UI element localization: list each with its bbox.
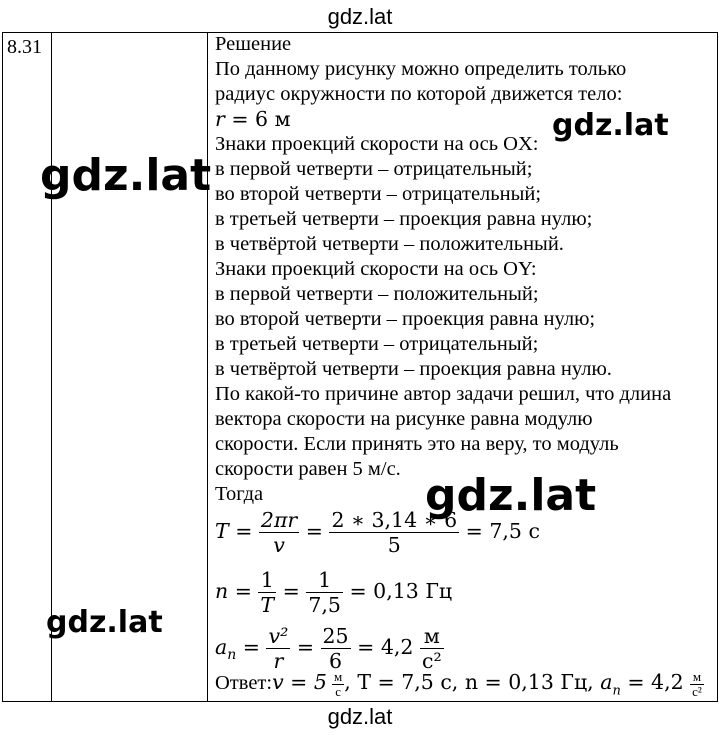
fraction-denominator: v [273, 533, 285, 557]
unit-fraction [332, 670, 344, 699]
radius-value: = 6 м [224, 107, 291, 131]
fraction [266, 624, 290, 673]
fraction [321, 624, 351, 673]
fraction-denominator: с [335, 684, 342, 699]
fraction-numerator: 2 ∗ 3,14 ∗ 6 [331, 508, 458, 532]
answer-a: a [600, 670, 613, 695]
column-divider [207, 33, 208, 701]
solution-heading: Решение [215, 33, 292, 55]
fraction-numerator: м [420, 624, 444, 649]
ox-item: в третьей четверти – проекция равна нулю; [215, 208, 593, 230]
formula-period: T = $\frac{2\pi r}{v}$ = $\frac{2 ∗ 3,14 ∗ 6}{5}$ = 7,5 с [215, 508, 540, 557]
oy-title: Знаки проекций скорости на ось OY: [215, 258, 537, 280]
watermark: gdz.lat [425, 470, 597, 521]
fraction-denominator: с² [421, 649, 442, 673]
fraction-numerator: 25 [322, 624, 349, 648]
oy-item: в третьей четверти – отрицательный; [215, 333, 539, 355]
task-number: 8.31 [7, 36, 42, 58]
fraction-numerator: м [334, 669, 343, 684]
radius-line [215, 107, 291, 131]
fraction-numerator: v² [268, 624, 289, 648]
text-line: скорости равен 5 м/с. [215, 458, 401, 480]
answer-rest: , T = 7,5 с, n = 0,13 Гц, [344, 670, 601, 695]
fraction-numerator: 1 [306, 568, 343, 593]
fraction-denominator: T [260, 593, 275, 617]
oy-item: в четвёртой четверти – проекция равна нулю. [215, 358, 612, 380]
watermark: gdz.lat [40, 150, 212, 201]
unit-fraction [690, 670, 704, 699]
formula-result: = 7,5 с [465, 519, 540, 543]
formula-acceleration: $a_n$ = $\frac{\text{v²}}{r}$ = $\frac{25}{6}$ = 4,2 м с² [215, 624, 442, 673]
formula-result: = 0,13 Гц [349, 579, 453, 603]
text-line: скорости. Если принять это на веру, то модуль [215, 433, 619, 455]
answer-label: Ответ: [215, 672, 273, 695]
oy-item: в первой четверти – положительный; [215, 283, 539, 305]
oy-item: во второй четверти – проекция равна нулю; [215, 308, 596, 330]
site-header: gdz.lat [327, 4, 393, 29]
answer-a-value: = 4,2 [620, 670, 691, 695]
text-line: вектора скорости на рисунке равна модулю [215, 408, 593, 430]
fraction-denominator: 5 [387, 533, 401, 557]
fraction-denominator: с² [692, 684, 702, 699]
then-label: Тогда [215, 483, 264, 505]
fraction-denominator: 7,5 [308, 593, 341, 617]
answer-a-sub: n [612, 683, 621, 699]
formula-lhs: a [215, 635, 228, 659]
answer-v: v = 5 [272, 670, 327, 695]
fraction [306, 568, 343, 617]
fraction-numerator: 2πr [260, 508, 298, 532]
fraction-denominator: r [273, 649, 284, 673]
ox-item: в четвёртой четверти – положительный. [215, 233, 564, 255]
ox-title: Знаки проекций скорости на ось OX: [215, 133, 539, 155]
formula-lhs-sub: n [227, 647, 237, 664]
radius-var: r [215, 107, 225, 131]
fraction-numerator: 1 [258, 568, 276, 593]
formula-lhs: n [215, 579, 229, 603]
formula-result: = 4,2 [357, 635, 414, 659]
site-footer: gdz.lat [327, 704, 393, 729]
fraction [258, 568, 276, 617]
watermark: gdz.lat [46, 605, 163, 640]
column-divider [51, 33, 52, 701]
fraction [259, 508, 299, 557]
formula-lhs: T [215, 519, 229, 543]
answer-line [215, 670, 704, 699]
text-line: радиус окружности по которой движется тело: [215, 83, 623, 105]
fraction-denominator: 6 [329, 649, 343, 673]
unit-fraction [420, 624, 444, 673]
ox-item: в первой четверти – отрицательный; [215, 158, 533, 180]
ox-item: во второй четверти – отрицательный; [215, 183, 542, 205]
text-line: По данному рисунку можно определить только [215, 58, 627, 80]
text-line: По какой-то причине автор задачи решил, что длина [215, 383, 672, 405]
formula-frequency: n = $\frac{1}{T}$ = $\frac{1}{7,5}$ = 0,13 Гц [215, 568, 453, 617]
watermark: gdz.lat [552, 108, 669, 143]
fraction-numerator: м [690, 670, 704, 685]
